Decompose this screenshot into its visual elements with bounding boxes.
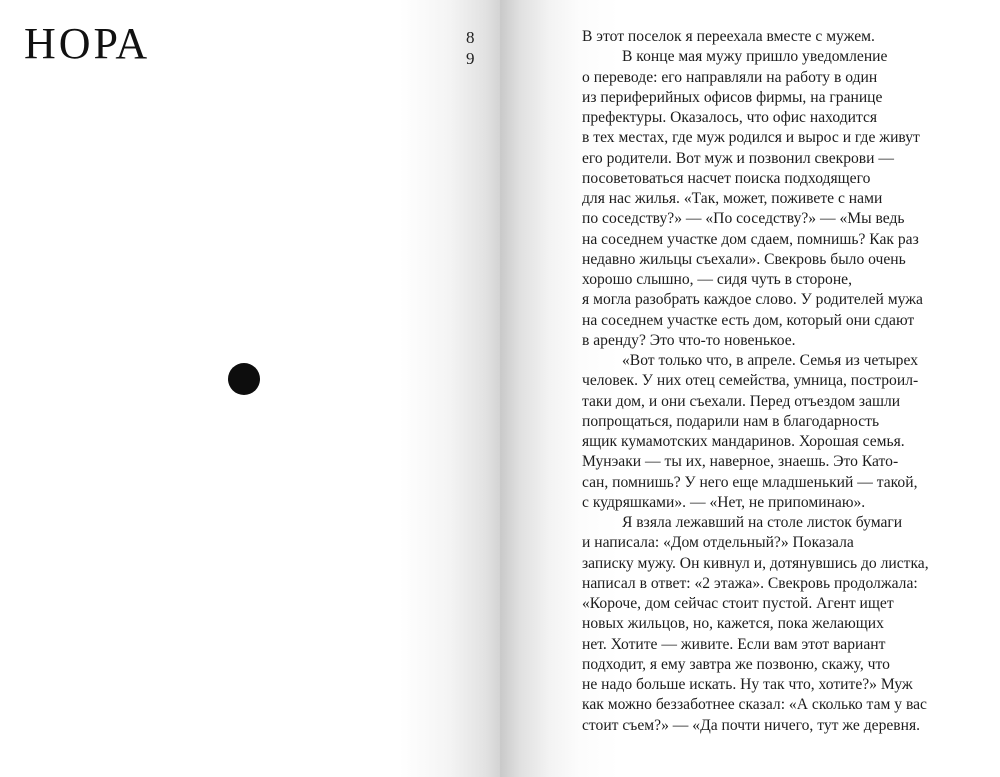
text-line: на соседнем участке дом сдаем, помнишь? Как раз xyxy=(582,230,919,248)
text-line: попрощаться, подарили нам в благодарность xyxy=(582,412,880,430)
text-line: В этот поселок я переехала вместе с мужем. xyxy=(582,28,875,45)
text-line: в аренду? Это что-то новенькое. xyxy=(582,331,796,349)
chapter-title: НОРА xyxy=(24,19,151,68)
text-line: я могла разобрать каждое слово. У родителей мужа xyxy=(582,291,923,309)
text-line: «Короче, дом сейчас стоит пустой. Агент ищет xyxy=(582,595,894,612)
text-line: как можно беззаботнее сказал: «А сколько там у вас xyxy=(582,696,927,714)
text-line: на соседнем участке есть дом, который они сдают xyxy=(582,311,915,329)
body-text xyxy=(582,27,982,736)
text-line: В конце мая мужу пришло уведомление xyxy=(622,48,888,66)
text-line: подходит, я ему завтра же позвоню, скажу, что xyxy=(582,655,890,673)
text-line: таки дом, и они съехали. Перед отъездом зашли xyxy=(582,392,901,410)
text-line: с кудряшками». — «Нет, не припоминаю». xyxy=(582,493,866,511)
text-line: о переводе: его направляли на работу в один xyxy=(582,68,878,86)
text-line: нет. Хотите — живите. Если вам этот вариант xyxy=(582,635,886,653)
text-line: для нас жилья. «Так, может, поживете с нами xyxy=(582,190,883,207)
text-line: в тех местах, где муж родился и вырос и где живут xyxy=(582,129,920,147)
text-line: и написала: «Дом отдельный?» Показала xyxy=(582,534,854,552)
text-line: не надо больше искать. Ну так что, хотите?» Муж xyxy=(582,676,913,693)
decorative-dot-icon xyxy=(228,363,260,395)
text-line: посоветоваться насчет поиска подходящего xyxy=(582,169,871,187)
text-line: стоит съем?» — «Да почти ничего, тут же деревня. xyxy=(582,716,921,734)
text-line: недавно жильцы съехали». Свекровь было очень xyxy=(582,250,906,268)
text-line: Мунэаки — ты их, наверное, знаешь. Это Като- xyxy=(582,453,899,471)
text-line: по соседству?» — «По соседству?» — «Мы ведь xyxy=(582,210,905,228)
text-line: из периферийных офисов фирмы, на границе xyxy=(582,88,883,106)
page-number-digit: 8 xyxy=(466,28,475,47)
text-line: его родители. Вот муж и позвонил свекрови — xyxy=(582,149,894,167)
text-line: новых жильцов, но, кажется, пока желающих xyxy=(582,615,884,633)
text-line: «Вот только что, в апреле. Семья из четырех xyxy=(622,352,918,369)
text-line: ящик кумамотских мандаринов. Хорошая семья. xyxy=(582,433,905,450)
text-line: записку мужу. Он кивнул и, дотянувшись до листка, xyxy=(582,554,929,572)
page-number xyxy=(466,27,475,69)
text-line: человек. У них отец семейства, умница, построил- xyxy=(582,372,919,390)
text-line: префектуры. Оказалось, что офис находится xyxy=(582,109,878,126)
page-number-digit: 9 xyxy=(466,49,475,68)
text-line: сан, помнишь? У него еще младшенький — такой, xyxy=(582,473,918,491)
text-line: хорошо слышно, — сидя чуть в стороне, xyxy=(582,271,852,288)
text-line: написал в ответ: «2 этажа». Свекровь продолжала: xyxy=(582,574,918,592)
text-line: Я взяла лежавший на столе листок бумаги xyxy=(622,514,903,531)
